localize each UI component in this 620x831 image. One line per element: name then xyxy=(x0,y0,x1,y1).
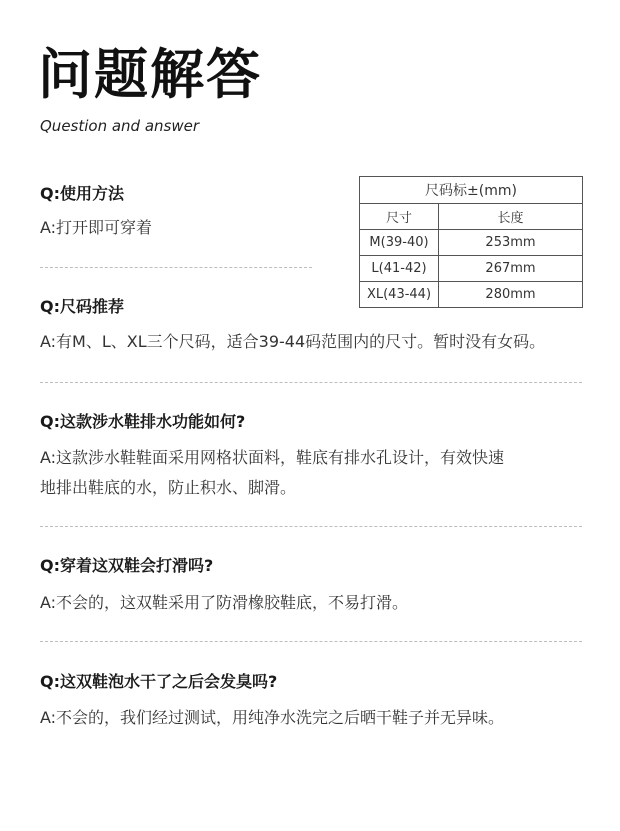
size-table-header-length: 长度 xyxy=(439,204,583,230)
table-row xyxy=(360,256,583,282)
table-row xyxy=(360,230,583,256)
divider xyxy=(40,267,312,268)
divider xyxy=(40,382,582,383)
size-table-title-row xyxy=(360,177,583,204)
divider xyxy=(40,641,582,642)
answer-text: A:不会的，我们经过测试，用纯净水洗完之后晒干鞋子并无异味。 xyxy=(40,708,505,727)
size-cell: L(41-42) xyxy=(360,256,439,282)
size-table xyxy=(359,176,583,308)
length-cell: 267mm xyxy=(439,256,583,282)
size-table-header-row xyxy=(360,204,583,230)
page-title: 问题解答 xyxy=(38,43,262,106)
answer-text: A:有M、L、XL三个尺码，适合39-44码范围内的尺寸。暂时没有女码。 xyxy=(40,332,546,351)
length-cell: 253mm xyxy=(439,230,583,256)
answer-text: A:不会的，这双鞋采用了防滑橡胶鞋底，不易打滑。 xyxy=(40,593,409,612)
question-text: Q:使用方法 xyxy=(40,184,125,203)
length-cell: 280mm xyxy=(439,282,583,308)
table-row xyxy=(360,282,583,308)
answer-text: A:这款涉水鞋鞋面采用网格状面料，鞋底有排水孔设计，有效快速 xyxy=(40,448,505,467)
question-text: Q:穿着这双鞋会打滑吗? xyxy=(40,556,214,575)
page-subtitle: Question and answer xyxy=(40,117,200,135)
size-table-title: 尺码标±(mm) xyxy=(360,177,583,204)
question-text: Q:这双鞋泡水干了之后会发臭吗? xyxy=(40,672,278,691)
question-text: Q:这款涉水鞋排水功能如何? xyxy=(40,412,246,431)
question-text: Q:尺码推荐 xyxy=(40,297,125,316)
answer-text: A:打开即可穿着 xyxy=(40,218,153,237)
size-cell: XL(43-44) xyxy=(360,282,439,308)
size-cell: M(39-40) xyxy=(360,230,439,256)
answer-text: 地排出鞋底的水，防止积水、脚滑。 xyxy=(40,478,297,497)
divider xyxy=(40,526,582,527)
size-table-header-size: 尺寸 xyxy=(360,204,439,230)
